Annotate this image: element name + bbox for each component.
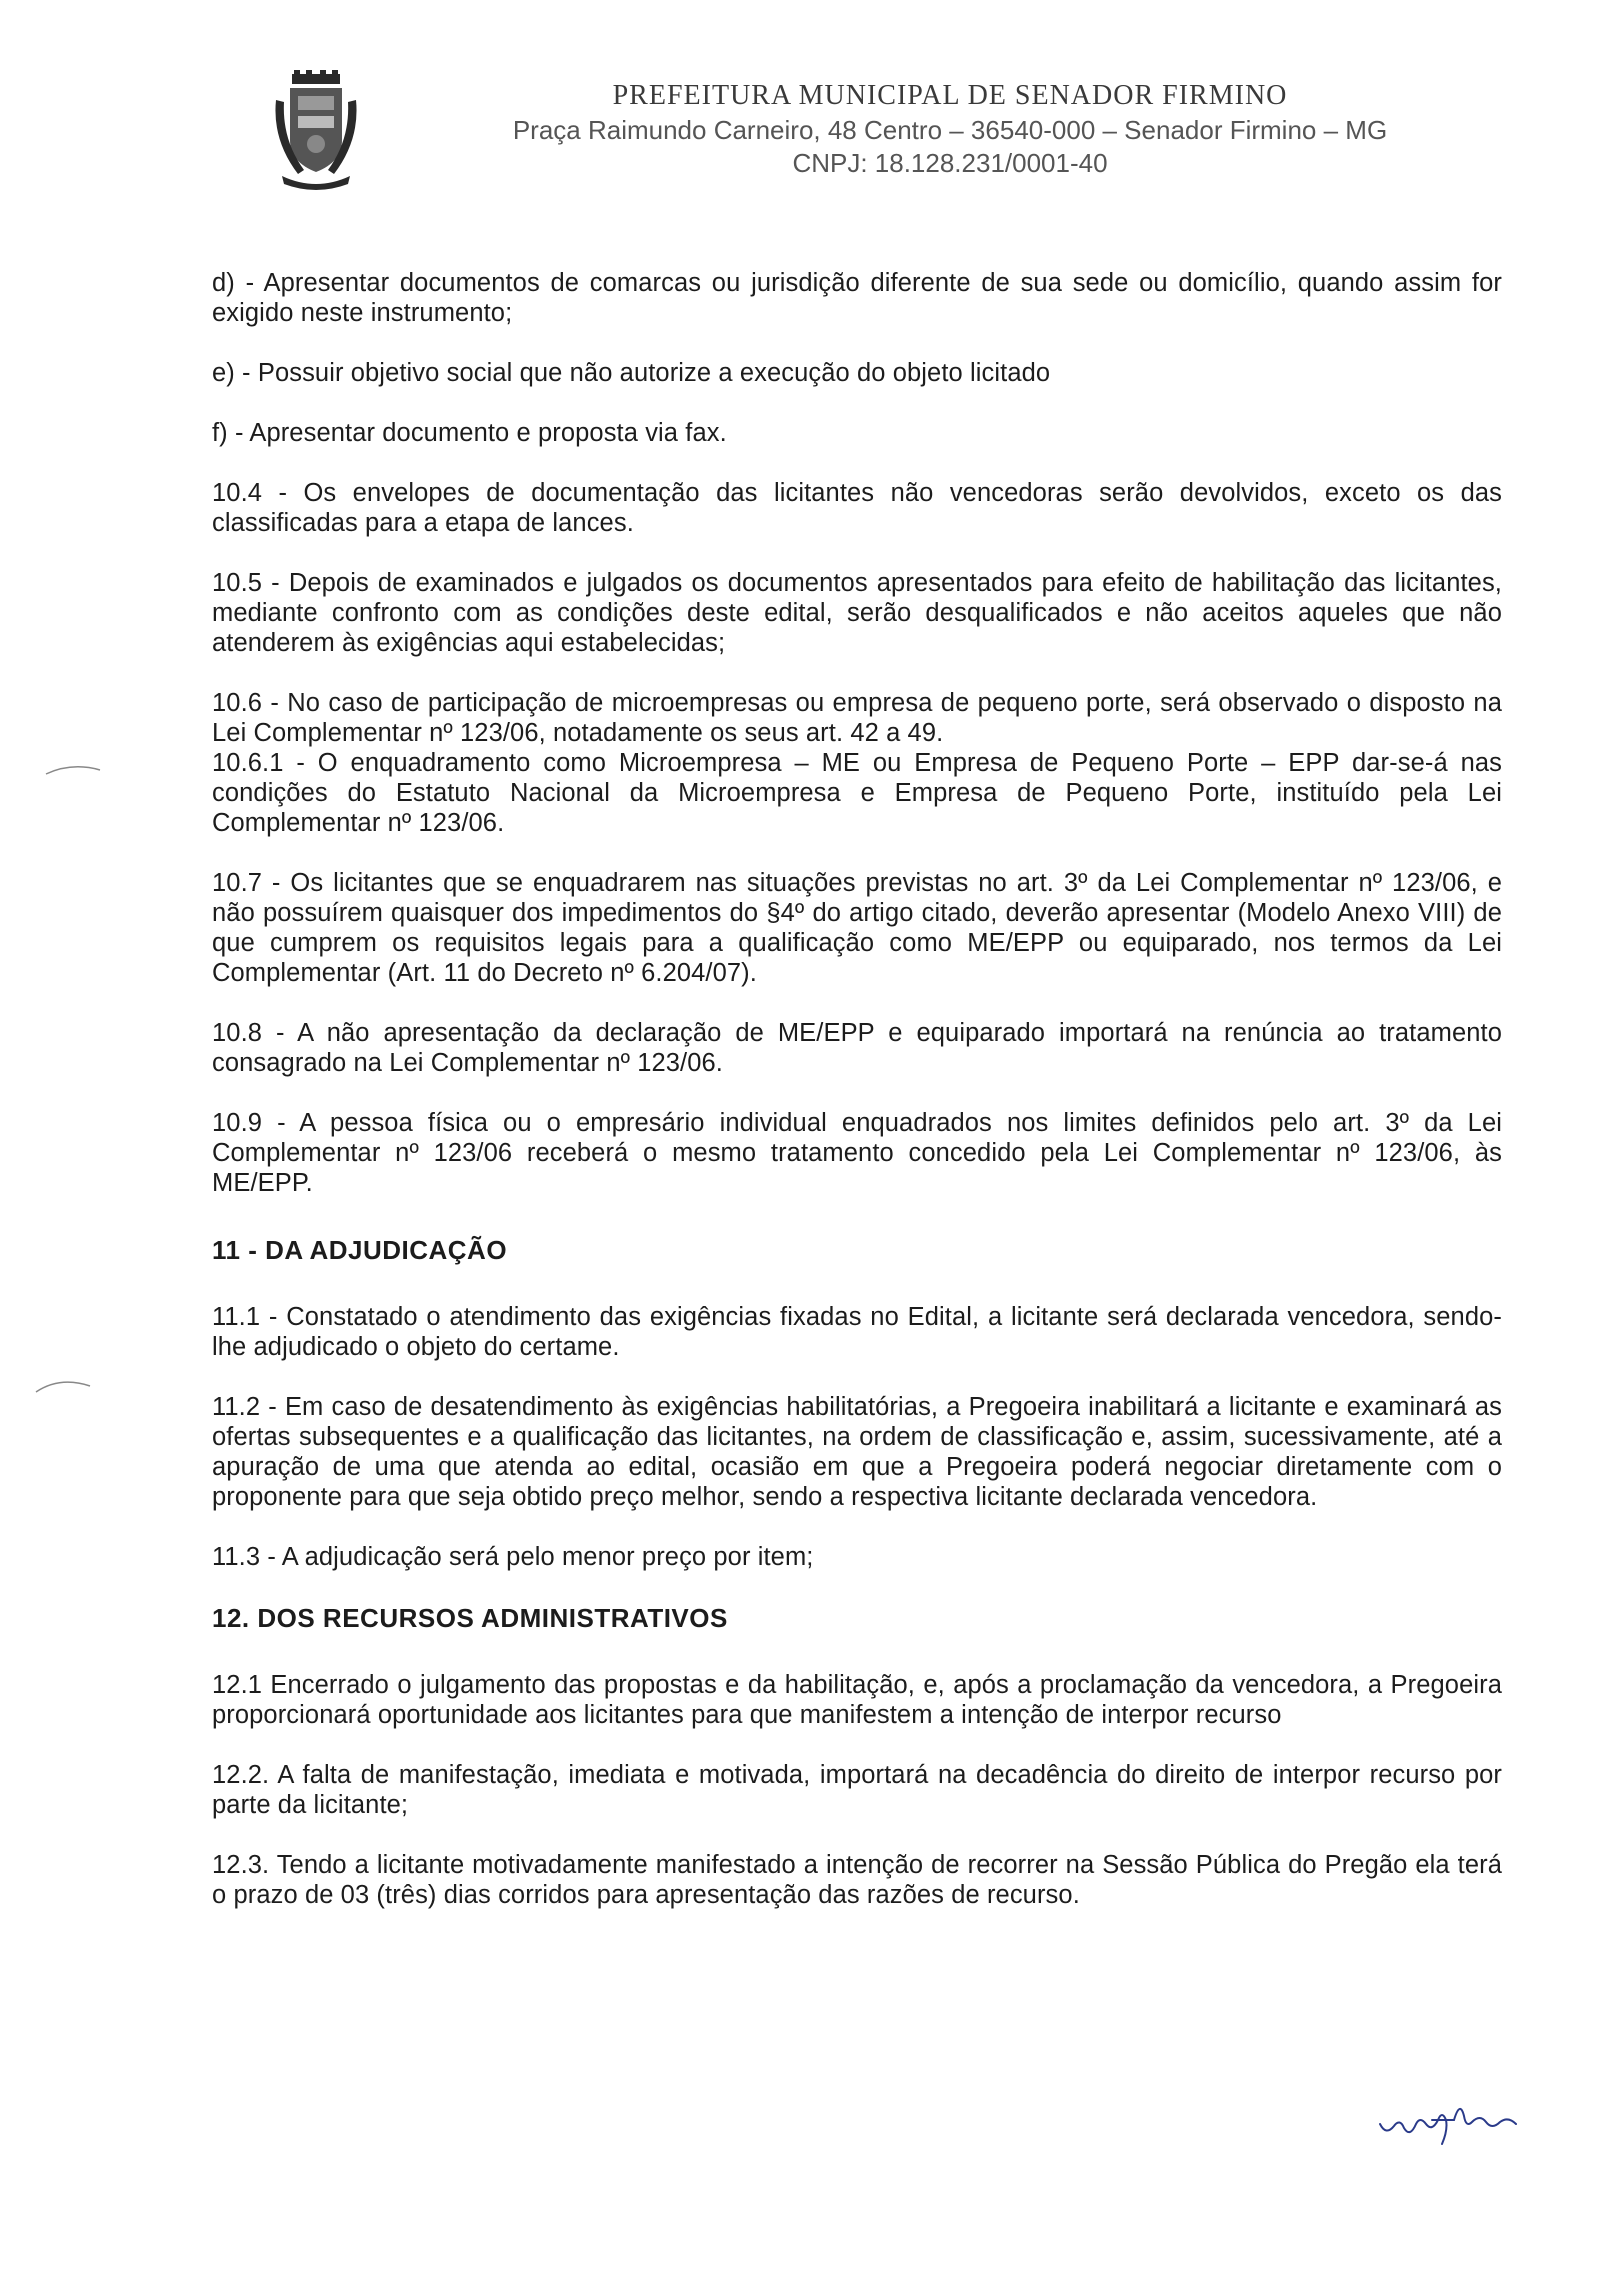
paragraph-12-1: 12.1 Encerrado o julgamento das propostas e da habilitação, e, após a proclamação da vencedora, a Pregoeira proporcionará oportunidade aos licitantes para que manifestem a intenção de interpor recurso	[212, 1671, 1502, 1729]
paragraph-10-6: 10.6 - No caso de participação de microempresas ou empresa de pequeno porte, será observado o disposto na Lei Complementar nº 123/06, notadamente os seus art. 42 a 49.	[212, 689, 1502, 747]
paragraph-d: d) - Apresentar documentos de comarcas ou jurisdição diferente de sua sede ou domicílio, quando assim for exigido neste instrumento;	[212, 269, 1502, 327]
org-name: PREFEITURA MUNICIPAL DE SENADOR FIRMINO	[612, 80, 1288, 111]
margin-mark	[44, 760, 104, 780]
paragraph-10-6-1: 10.6.1 - O enquadramento como Microempresa – ME ou Empresa de Pequeno Porte – EPP dar-se-á nas condições do Estatuto Nacional da Microempresa e Empresa de Pequeno Porte, instituído pela Lei Complementar nº 123/06.	[212, 749, 1502, 837]
paragraph-f: f) - Apresentar documento e proposta via fax.	[212, 419, 727, 447]
paragraph-11-1: 11.1 - Constatado o atendimento das exigências fixadas no Edital, a licitante será declarada vencedora, sendo-lhe adjudicado o objeto do certame.	[212, 1303, 1502, 1361]
paragraph-10-9: 10.9 - A pessoa física ou o empresário individual enquadrados nos limites definidos pelo art. 3º da Lei Complementar nº 123/06 receberá o mesmo tratamento concedido pela Lei Complementar nº 123/06, às ME/EPP.	[212, 1109, 1502, 1197]
paragraph-10-4: 10.4 - Os envelopes de documentação das licitantes não vencedoras serão devolvidos, exceto os das classificadas para a etapa de lances.	[212, 479, 1502, 537]
org-address: Praça Raimundo Carneiro, 48 Centro – 36540-000 – Senador Firmino – MG	[512, 115, 1388, 145]
section-heading-11: 11 - DA ADJUDICAÇÃO	[212, 1235, 508, 1265]
paragraph-12-2: 12.2. A falta de manifestação, imediata e motivada, importará na decadência do direito de interpor recurso por parte da licitante;	[212, 1761, 1502, 1819]
paragraph-10-5: 10.5 - Depois de examinados e julgados os documentos apresentados para efeito de habilitação das licitantes, mediante confronto com as condições deste edital, serão desqualificados e não aceitos aqueles que não atenderem às exigências aqui estabelecidas;	[212, 569, 1502, 657]
paragraph-e: e) - Possuir objetivo social que não autorize a execução do objeto licitado	[212, 359, 1051, 387]
paragraph-12-3: 12.3. Tendo a licitante motivadamente manifestado a intenção de recorrer na Sessão Pública do Pregão ela terá o prazo de 03 (três) dias corridos para apresentação das razões de recurso.	[212, 1851, 1502, 1909]
signature-initials-icon	[1376, 2090, 1526, 2150]
paragraph-11-3: 11.3 - A adjudicação será pelo menor preço por item;	[212, 1543, 814, 1571]
paragraph-11-2: 11.2 - Em caso de desatendimento às exigências habilitatórias, a Pregoeira inabilitará a licitante e examinará as ofertas subsequentes e a qualificação das licitantes, na ordem de classificação e, assim, sucessivamente, até a apuração de uma que atenda ao edital, ocasião em que a Pregoeira poderá negociar diretamente com o proponente para que seja obtido preço melhor, sendo a respectiva licitante declarada vencedora.	[212, 1393, 1502, 1511]
margin-mark	[34, 1376, 94, 1396]
coat-of-arms-icon	[268, 70, 364, 190]
letterhead	[470, 78, 1430, 180]
document-body	[212, 268, 1502, 1910]
section-heading-12: 12. DOS RECURSOS ADMINISTRATIVOS	[212, 1603, 728, 1633]
paragraph-10-7: 10.7 - Os licitantes que se enquadrarem nas situações previstas no art. 3º da Lei Complementar nº 123/06, e não possuírem quaisquer dos impedimentos do §4º do artigo citado, deverão apresentar (Modelo Anexo VIII) de que cumprem os requisitos legais para a qualificação como ME/EPP ou equiparado, nos termos da Lei Complementar (Art. 11 do Decreto nº 6.204/07).	[212, 869, 1502, 987]
org-cnpj: CNPJ: 18.128.231/0001-40	[792, 148, 1108, 178]
paragraph-10-8: 10.8 - A não apresentação da declaração de ME/EPP e equiparado importará na renúncia ao tratamento consagrado na Lei Complementar nº 123/06.	[212, 1019, 1502, 1077]
